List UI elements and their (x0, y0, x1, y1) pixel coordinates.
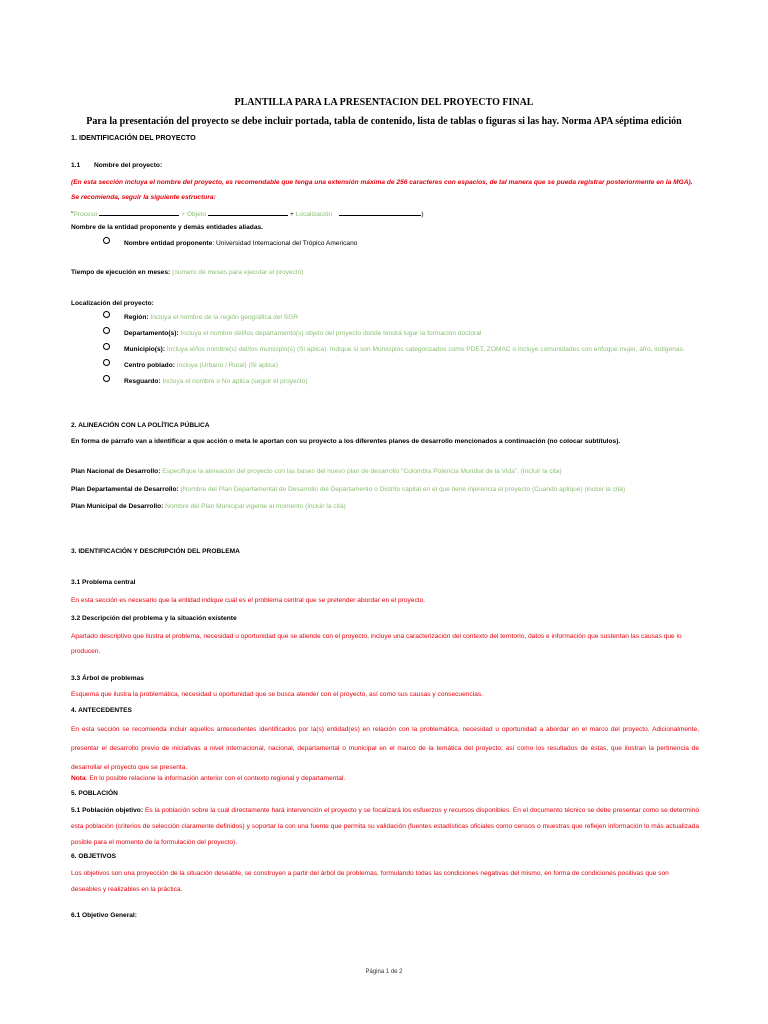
location-item-centro-poblado (124, 362, 278, 369)
section-3-1-heading: 3.1 Problema central (71, 579, 136, 586)
location-heading: Localización del proyecto: (71, 300, 154, 307)
section-3-2-heading: 3.2 Descripción del problema y la situación existente (71, 615, 237, 622)
entity-heading: Nombre de la entidad proponente y demás entidades aliadas. (71, 224, 264, 231)
plan-hint: (Nombre del Plan Departamental de Desarrollo del Departamento o Distrito capital en el que tiene injerencia el proyecto (Cuando aplique) (incluir la cita) (178, 486, 626, 493)
project-name-note: (En esta sección incluya el nombre del proyecto, es recomendable que tenga una extensión máxima de 256 caracteres con espacios, de tal manera que se pueda registrar posteriormente en la MGA). (71, 179, 693, 186)
section-1-1-number: 1.1 (71, 162, 81, 169)
location-item-departamento (124, 330, 481, 337)
location-item-label: Resguardo: (124, 378, 161, 385)
close-paren: ) (421, 211, 424, 218)
plan-hint: Especifique la alineación del proyecto con las bases del nuevo plan de desarrollo “Colombia Potencia Mundial de la Vida”. (Incluir la cita) (160, 468, 562, 475)
location-item-label: Región: (124, 314, 149, 321)
localizacion-label: Localización (295, 211, 333, 218)
location-item-region (124, 314, 298, 321)
location-item-hint: Incluya (Urbano / Rural) (Si aplica) (174, 362, 278, 369)
document-subtitle: Para la presentación del proyecto se debe incluir portada, tabla de contenido, lista de tablas o figuras si las hay. Norma APA séptima edición (86, 116, 682, 127)
plan-municipal (71, 503, 346, 510)
location-item-label: Municipio(s): (124, 346, 166, 353)
section-3-3-heading: 3.3 Árbol de problemas (71, 675, 144, 682)
section-4-text: En esta sección se recomienda incluir aquellos antecedentes identificados por la(s) entidad(es) en relación con la problemática, necesidad u oportunidad a abordar en el marco del proyecto. Adicionalmente, presentar el desarrollo previo de iniciativas a nivel internacional, nacional, departamental o municipal en el marco de la temática del proyecto; así como los resultados de éstas, que ilustran la pertinencia de desarrollar el proyecto que se presenta. (71, 726, 699, 771)
section-3-3-text: Esquema que ilustra la problemática, necesidad u oportunidad que se busca atender con el proyecto, así como sus causas y consecuencias. (71, 691, 483, 698)
location-item-label: Departamento(s): (124, 330, 179, 337)
proceso-blank[interactable] (99, 208, 179, 216)
localizacion-blank[interactable] (339, 208, 424, 218)
project-name-label: Nombre del proyecto: (94, 162, 163, 169)
plan-label: Plan Municipal de Desarrollo: (71, 503, 164, 510)
bullet-icon (103, 311, 110, 318)
section-1-heading: 1. IDENTIFICACIÓN DEL PROYECTO (71, 133, 196, 142)
bullet-icon (103, 327, 110, 334)
plan-label: Plan Departamental de Desarrollo: (71, 486, 179, 493)
location-item-resguardo (124, 378, 308, 385)
section-5-1-text: Es la población sobre la cual directamente hará intervención el proyecto y se focalizará los esfuerzos y recursos disponibles. En el documento técnico se debe presentar como se determinó esta población (criterios de selección claramente definidos) y soportar la con una fuente que permita su validación (fuentes estadísticas oficiales como censos o muestras que reflejen información lo más actualizada posible para el momento de la formulación del proyecto). (71, 807, 699, 846)
location-item-municipio (124, 346, 685, 353)
duration-line (71, 269, 304, 276)
objeto-blank[interactable] (208, 208, 288, 216)
plan-departamental (71, 486, 625, 493)
section-3-heading: 3. IDENTIFICACIÓN Y DESCRIPCIÓN DEL PROBLEMA (71, 548, 240, 555)
document-title: PLANTILLA PARA LA PRESENTACION DEL PROYECTO FINAL (234, 97, 534, 108)
location-item-hint: Incluya el nombre de la región geográfica del SGR (148, 314, 299, 321)
location-item-hint: Incluya el/los nombre(s) del/los municipio(s) (Si aplica). Indique si son Municipios categorizados como PDET, ZOMAC o incluye comunidades con enfoque mujer, afro, indígenas. (165, 346, 685, 353)
plan-nacional (71, 468, 562, 475)
plan-hint: Nombre del Plan Municipal vigente al momento (incluir la cita) (163, 503, 346, 510)
section-2-heading: 2. ALINEACIÓN CON LA POLÍTICA PÚBLICA (71, 422, 210, 429)
structure-recommendation: Se recomienda, seguir la siguiente estructura: (71, 194, 216, 201)
project-name-structure (71, 208, 424, 218)
note-label: Nota (71, 775, 86, 782)
quote-mark: " (71, 211, 74, 218)
section-4-heading: 4. ANTECEDENTES (71, 707, 132, 714)
section-2-intro: En forma de párrafo van a identificar a que acción o meta le aportan con su proyecto a los diferentes planes de desarrollo mencionados a continuación (no colocar subtítulos). (71, 438, 621, 445)
entity-label: Nombre entidad proponente (124, 240, 213, 247)
location-item-hint: Incluya el nombre o No aplica (seguir el proyecto) (160, 378, 308, 385)
section-5-1-paragraph (71, 803, 699, 851)
section-5-heading: 5. POBLACIÓN (71, 790, 118, 797)
plus-sign: + (290, 211, 296, 218)
objeto-label: + Objeto (181, 211, 207, 218)
page-number: Página 1 de 2 (365, 969, 403, 975)
location-item-hint: Incluya el nombre del/los departamento(s) objeto del proyecto donde tendrá lugar la formación doctoral (178, 330, 482, 337)
section-6-heading: 6. OBJETIVOS (71, 853, 117, 860)
proceso-label: Proceso (73, 211, 98, 218)
section-3-2-text: Apartado descriptivo que ilustra el problema, necesidad u oportunidad que se atiende con el proyecto, incluye una caracterización del contexto del territorio, datos e información que sustentan las causas que lo producen. (71, 633, 682, 655)
plan-label: Plan Nacional de Desarrollo: (71, 468, 161, 475)
duration-hint: (numero de meses para ejecutar el proyecto) (170, 269, 304, 276)
section-4-note (71, 775, 345, 782)
bullet-icon (103, 375, 110, 382)
duration-label: Tiempo de ejecución en meses: (71, 269, 171, 276)
note-text: : En lo posible relacione la información anterior con el contexto regional y departamental. (85, 775, 346, 782)
entity-line (124, 240, 357, 247)
entity-value: : Universidad Internacional del Trópico Americano (212, 240, 358, 247)
bullet-icon (103, 359, 110, 366)
bullet-icon (103, 343, 110, 350)
section-5-1-label: 5.1 Población objetivo: (71, 807, 144, 814)
section-6-text: Los objetivos son una proyección de la situación deseable, se construyen a partir del árbol de problemas, formulando todas las condiciones negativas del mismo, en forma de condiciones positivas que son deseables y realizables en la práctica. (71, 870, 669, 893)
bullet-icon (103, 237, 110, 244)
section-3-1-text: En esta sección es necesario que la entidad indique cuál es el problema central que se pretender abordar en el proyecto. (71, 597, 426, 604)
section-6-1-heading: 6.1 Objetivo General: (71, 912, 137, 919)
location-item-label: Centro poblado: (124, 362, 175, 369)
